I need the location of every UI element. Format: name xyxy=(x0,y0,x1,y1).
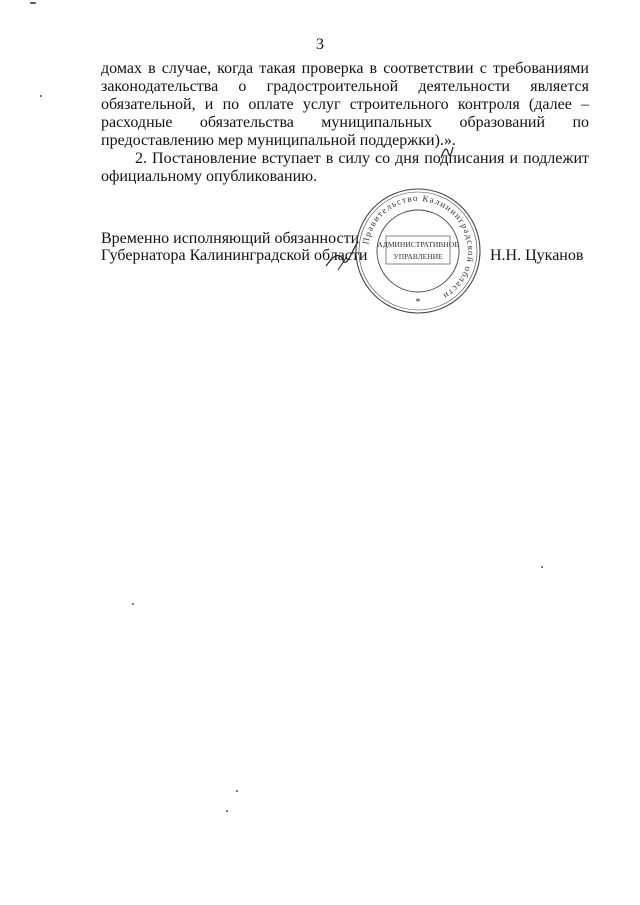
paragraph-item-2: 2. Постановление вступает в силу со дня подписания и подлежит официальному опубликованию. xyxy=(101,150,589,185)
scan-speck xyxy=(40,95,42,97)
paragraph-continuation: домах в случае, когда такая проверка в соответствии с требованиями законодательства о градостроительной деятельности является обязательной, и по оплате услуг строительного контроля (далее – расходные обязательства муниципальных образований по предоставлению мер муниципальной поддержки).». xyxy=(101,60,589,149)
scan-speck xyxy=(132,603,134,605)
signatory-position-line-2: Губернатора Калининградской области xyxy=(101,247,368,264)
signatory-position-line-1: Временно исполняющий обязанности xyxy=(101,230,360,247)
svg-text:*: * xyxy=(415,297,421,308)
scan-speck xyxy=(541,566,543,568)
document-body xyxy=(101,60,589,186)
svg-text:Правительство Калининградской: Правительство Калининградской области xyxy=(360,192,477,302)
scan-speck xyxy=(226,810,228,812)
signer-name: Н.Н. Цуканов xyxy=(490,247,584,264)
page-number: 3 xyxy=(316,36,324,53)
handwritten-correction-mark xyxy=(438,144,456,162)
svg-text:УПРАВЛЕНИЕ: УПРАВЛЕНИЕ xyxy=(393,252,443,261)
scan-speck xyxy=(30,2,36,4)
svg-text:АДМИНИСТРАТИВНОЕ: АДМИНИСТРАТИВНОЕ xyxy=(377,240,459,249)
official-seal-stamp xyxy=(353,186,483,316)
scan-speck xyxy=(236,790,238,792)
